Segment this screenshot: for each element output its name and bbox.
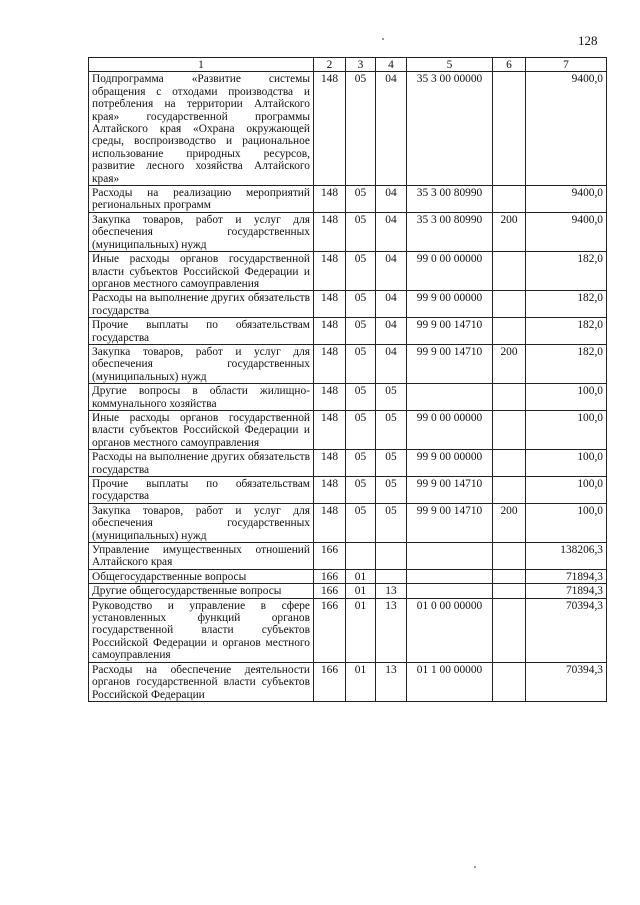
amount-cell: 182,0 bbox=[526, 252, 607, 291]
column-header: 5 bbox=[407, 58, 493, 72]
subsection-cell: 05 bbox=[376, 503, 407, 542]
section-cell: 01 bbox=[346, 598, 376, 662]
target-article-cell: 01 0 00 00000 bbox=[407, 598, 493, 662]
subsection-cell bbox=[376, 569, 407, 583]
expense-type-cell bbox=[493, 569, 526, 583]
amount-cell: 71894,3 bbox=[526, 584, 607, 598]
admin-code-cell: 166 bbox=[314, 543, 346, 570]
table-row bbox=[89, 569, 607, 583]
subsection-cell: 04 bbox=[376, 212, 407, 251]
amount-cell: 100,0 bbox=[526, 503, 607, 542]
section-cell: 05 bbox=[346, 291, 376, 318]
section-cell: 05 bbox=[346, 344, 376, 383]
amount-cell: 9400,0 bbox=[526, 212, 607, 251]
section-cell: 05 bbox=[346, 477, 376, 504]
amount-cell: 70394,3 bbox=[526, 598, 607, 662]
amount-cell: 70394,3 bbox=[526, 662, 607, 701]
column-header: 2 bbox=[314, 58, 346, 72]
expense-type-cell bbox=[493, 318, 526, 345]
row-name-cell: Управление имущественных отношений Алтайского края bbox=[89, 543, 314, 570]
section-cell: 05 bbox=[346, 450, 376, 477]
target-article-cell bbox=[407, 569, 493, 583]
expense-type-cell bbox=[493, 291, 526, 318]
subsection-cell: 05 bbox=[376, 384, 407, 411]
expense-type-cell bbox=[493, 186, 526, 213]
subsection-cell: 13 bbox=[376, 598, 407, 662]
amount-cell: 182,0 bbox=[526, 344, 607, 383]
target-article-cell: 99 9 00 14710 bbox=[407, 477, 493, 504]
subsection-cell: 04 bbox=[376, 344, 407, 383]
section-cell: 05 bbox=[346, 318, 376, 345]
admin-code-cell: 148 bbox=[314, 503, 346, 542]
expense-type-cell bbox=[493, 410, 526, 449]
amount-cell: 100,0 bbox=[526, 477, 607, 504]
table-row bbox=[89, 291, 607, 318]
admin-code-cell: 148 bbox=[314, 344, 346, 383]
subsection-cell: 05 bbox=[376, 450, 407, 477]
admin-code-cell: 166 bbox=[314, 662, 346, 701]
row-name-cell: Прочие выплаты по обязательствам государства bbox=[89, 318, 314, 345]
amount-cell: 100,0 bbox=[526, 450, 607, 477]
row-name-cell: Расходы на реализацию мероприятий региональных программ bbox=[89, 186, 314, 213]
expense-type-cell: 200 bbox=[493, 503, 526, 542]
subsection-cell: 04 bbox=[376, 186, 407, 213]
column-header: 1 bbox=[89, 58, 314, 72]
subsection-cell: 04 bbox=[376, 72, 407, 186]
row-name-cell: Руководство и управление в сфере установленных функций органов государственной власти субъектов Российской Федерации и органов местного самоуправления bbox=[89, 598, 314, 662]
admin-code-cell: 148 bbox=[314, 410, 346, 449]
admin-code-cell: 148 bbox=[314, 252, 346, 291]
section-cell: 05 bbox=[346, 384, 376, 411]
expense-type-cell: 200 bbox=[493, 344, 526, 383]
table-row bbox=[89, 598, 607, 662]
column-header: 7 bbox=[526, 58, 607, 72]
table-body bbox=[89, 72, 607, 702]
amount-cell: 9400,0 bbox=[526, 72, 607, 186]
target-article-cell: 35 3 00 00000 bbox=[407, 72, 493, 186]
table-row bbox=[89, 252, 607, 291]
target-article-cell: 99 0 00 00000 bbox=[407, 252, 493, 291]
admin-code-cell: 148 bbox=[314, 450, 346, 477]
amount-cell: 182,0 bbox=[526, 318, 607, 345]
scan-speck bbox=[382, 38, 384, 40]
table-row bbox=[89, 503, 607, 542]
column-header: 4 bbox=[376, 58, 407, 72]
row-name-cell: Подпрограмма «Развитие системы обращения с отходами производства и потребления на территории Алтайского края» государственной программы Алтайского края «Охрана окружающей среды, воспроизводство и рациональное использование природных ресурсов, развитие лесного хозяйства Алтайского края» bbox=[89, 72, 314, 186]
section-cell: 01 bbox=[346, 662, 376, 701]
target-article-cell bbox=[407, 543, 493, 570]
subsection-cell: 05 bbox=[376, 410, 407, 449]
section-cell: 05 bbox=[346, 72, 376, 186]
subsection-cell bbox=[376, 543, 407, 570]
table-row bbox=[89, 384, 607, 411]
table-row bbox=[89, 662, 607, 701]
expense-type-cell bbox=[493, 384, 526, 411]
table-row bbox=[89, 450, 607, 477]
subsection-cell: 04 bbox=[376, 252, 407, 291]
column-header: 3 bbox=[346, 58, 376, 72]
target-article-cell: 35 3 00 80990 bbox=[407, 212, 493, 251]
row-name-cell: Закупка товаров, работ и услуг для обеспечения государственных (муниципальных) нужд bbox=[89, 344, 314, 383]
amount-cell: 100,0 bbox=[526, 384, 607, 411]
expense-type-cell bbox=[493, 252, 526, 291]
expense-type-cell bbox=[493, 584, 526, 598]
amount-cell: 182,0 bbox=[526, 291, 607, 318]
target-article-cell: 99 9 00 14710 bbox=[407, 344, 493, 383]
admin-code-cell: 148 bbox=[314, 384, 346, 411]
table-row bbox=[89, 584, 607, 598]
target-article-cell: 99 9 00 00000 bbox=[407, 450, 493, 477]
row-name-cell: Расходы на обеспечение деятельности органов государственной власти субъектов Российской Федерации bbox=[89, 662, 314, 701]
row-name-cell: Закупка товаров, работ и услуг для обеспечения государственных (муниципальных) нужд bbox=[89, 503, 314, 542]
admin-code-cell: 148 bbox=[314, 186, 346, 213]
row-name-cell: Расходы на выполнение других обязательств государства bbox=[89, 291, 314, 318]
admin-code-cell: 166 bbox=[314, 598, 346, 662]
row-name-cell: Иные расходы органов государственной власти субъектов Российской Федерации и органов местного самоуправления bbox=[89, 252, 314, 291]
expense-type-cell: 200 bbox=[493, 212, 526, 251]
page-number: 128 bbox=[578, 33, 598, 48]
admin-code-cell: 148 bbox=[314, 291, 346, 318]
amount-cell: 138206,3 bbox=[526, 543, 607, 570]
expense-type-cell bbox=[493, 477, 526, 504]
subsection-cell: 04 bbox=[376, 318, 407, 345]
expense-type-cell bbox=[493, 598, 526, 662]
target-article-cell: 99 9 00 14710 bbox=[407, 318, 493, 345]
section-cell: 05 bbox=[346, 410, 376, 449]
row-name-cell: Расходы на выполнение других обязательств государства bbox=[89, 450, 314, 477]
table-row bbox=[89, 344, 607, 383]
section-cell bbox=[346, 543, 376, 570]
expense-type-cell bbox=[493, 543, 526, 570]
table-row bbox=[89, 212, 607, 251]
row-name-cell: Прочие выплаты по обязательствам государства bbox=[89, 477, 314, 504]
budget-table bbox=[88, 57, 607, 702]
target-article-cell: 01 1 00 00000 bbox=[407, 662, 493, 701]
table-row bbox=[89, 318, 607, 345]
section-cell: 05 bbox=[346, 186, 376, 213]
admin-code-cell: 166 bbox=[314, 584, 346, 598]
table-row bbox=[89, 186, 607, 213]
expense-type-cell bbox=[493, 450, 526, 477]
section-cell: 01 bbox=[346, 584, 376, 598]
row-name-cell: Иные расходы органов государственной власти субъектов Российской Федерации и органов местного самоуправления bbox=[89, 410, 314, 449]
section-cell: 05 bbox=[346, 252, 376, 291]
subsection-cell: 04 bbox=[376, 291, 407, 318]
expense-type-cell bbox=[493, 72, 526, 186]
table-row bbox=[89, 543, 607, 570]
column-header: 6 bbox=[493, 58, 526, 72]
amount-cell: 100,0 bbox=[526, 410, 607, 449]
row-name-cell: Другие общегосударственные вопросы bbox=[89, 584, 314, 598]
scan-speck bbox=[474, 866, 476, 868]
section-cell: 05 bbox=[346, 212, 376, 251]
target-article-cell: 99 9 00 00000 bbox=[407, 291, 493, 318]
admin-code-cell: 148 bbox=[314, 477, 346, 504]
amount-cell: 71894,3 bbox=[526, 569, 607, 583]
target-article-cell: 35 3 00 80990 bbox=[407, 186, 493, 213]
admin-code-cell: 148 bbox=[314, 212, 346, 251]
subsection-cell: 13 bbox=[376, 662, 407, 701]
table-row bbox=[89, 410, 607, 449]
target-article-cell: 99 0 00 00000 bbox=[407, 410, 493, 449]
target-article-cell: 99 9 00 14710 bbox=[407, 503, 493, 542]
table-header-row bbox=[89, 58, 607, 72]
expense-type-cell bbox=[493, 662, 526, 701]
amount-cell: 9400,0 bbox=[526, 186, 607, 213]
table-row bbox=[89, 72, 607, 186]
target-article-cell bbox=[407, 384, 493, 411]
table-row bbox=[89, 477, 607, 504]
row-name-cell: Закупка товаров, работ и услуг для обеспечения государственных (муниципальных) нужд bbox=[89, 212, 314, 251]
admin-code-cell: 148 bbox=[314, 72, 346, 186]
section-cell: 05 bbox=[346, 503, 376, 542]
subsection-cell: 13 bbox=[376, 584, 407, 598]
admin-code-cell: 166 bbox=[314, 569, 346, 583]
row-name-cell: Другие вопросы в области жилищно-коммунального хозяйства bbox=[89, 384, 314, 411]
target-article-cell bbox=[407, 584, 493, 598]
admin-code-cell: 148 bbox=[314, 318, 346, 345]
row-name-cell: Общегосударственные вопросы bbox=[89, 569, 314, 583]
subsection-cell: 05 bbox=[376, 477, 407, 504]
section-cell: 01 bbox=[346, 569, 376, 583]
